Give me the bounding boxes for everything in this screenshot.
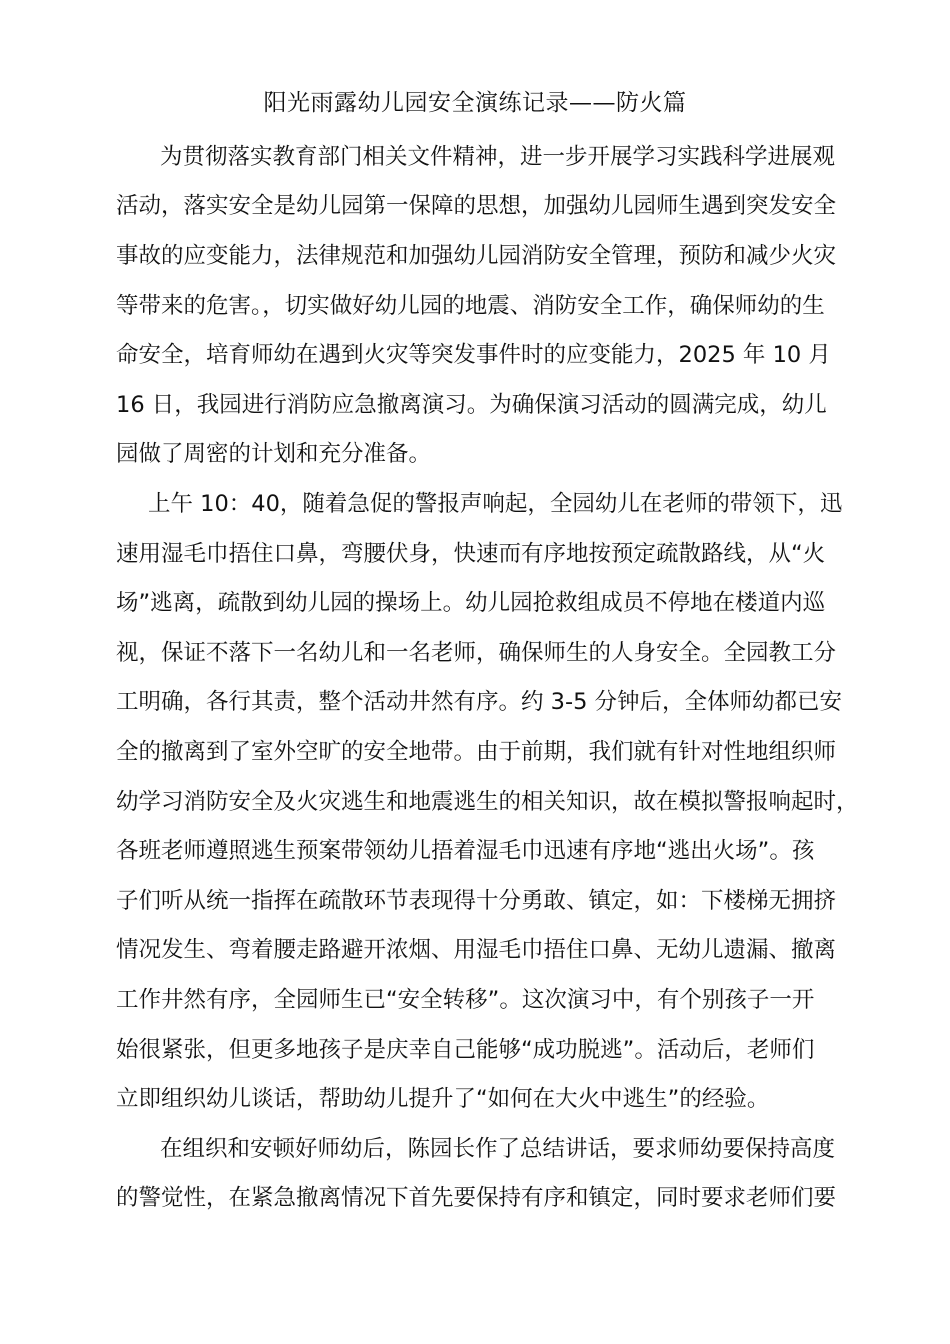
paragraph-2-line-10: 情况发生、弯着腰走路避开浓烟、用湿毛巾捂住口鼻、无幼儿遗漏、撤离 [116, 937, 837, 963]
paragraph-2-line-11: 工作井然有序，全园师生已“安全转移”。这次演习中，有个别孩子一开 [116, 987, 815, 1013]
paragraph-1-line-6: 16 日，我园进行消防应急撤离演习。为确保演习活动的圆满完成，幼儿 [116, 392, 827, 418]
paragraph-2-line-6: 全的撤离到了室外空旷的安全地带。由于前期，我们就有针对性地组织师 [116, 739, 837, 765]
paragraph-2-line-9: 子们听从统一指挥在疏散环节表现得十分勇敢、镇定，如：下楼梯无拥挤 [116, 888, 837, 914]
paragraph-2-line-12: 始很紧张，但更多地孩子是庆幸自己能够“成功脱逃”。活动后，老师们 [116, 1037, 815, 1063]
paragraph-1-line-5: 命安全，培育师幼在遇到火灾等突发事件时的应变能力，2025 年 10 月 [116, 342, 831, 368]
paragraph-1-line-1: 为贯彻落实教育部门相关文件精神，进一步开展学习实践科学进展观 [160, 144, 836, 170]
paragraph-2-line-1: 上午 10：40，随着急促的警报声响起，全园幼儿在老师的带领下，迅 [148, 491, 843, 517]
paragraph-2-line-5: 工明确，各行其责，整个活动井然有序。约 3-5 分钟后，全体师幼都已安 [116, 689, 843, 715]
paragraph-3-line-1: 在组织和安顿好师幼后，陈园长作了总结讲话，要求师幼要保持高度 [160, 1136, 836, 1162]
document-title: 阳光雨露幼儿园安全演练记录——防火篇 [263, 90, 687, 116]
paragraph-2-line-8: 各班老师遵照逃生预案带领幼儿捂着湿毛巾迅速有序地“逃出火场”。孩 [116, 838, 815, 864]
paragraph-1-line-3: 事故的应变能力，法律规范和加强幼儿园消防安全管理，预防和减少火灾 [116, 243, 837, 269]
paragraph-3-line-2: 的警觉性，在紧急撤离情况下首先要保持有序和镇定，同时要求老师们要 [116, 1185, 837, 1211]
paragraph-1-line-7: 园做了周密的计划和充分准备。 [116, 441, 432, 467]
paragraph-2-line-4: 视，保证不落下一名幼儿和一名老师，确保师生的人身安全。全园教工分 [116, 640, 837, 666]
paragraph-2-line-7: 幼学习消防安全及火灾逃生和地震逃生的相关知识，故在模拟警报响起时， [116, 789, 859, 815]
paragraph-2-line-13: 立即组织幼儿谈话，帮助幼儿提升了“如何在大火中逃生”的经验。 [116, 1086, 770, 1112]
paragraph-2-line-2: 速用湿毛巾捂住口鼻，弯腰伏身，快速而有序地按预定疏散路线，从“火 [116, 541, 826, 567]
paragraph-2-line-3: 场”逃离，疏散到幼儿园的操场上。幼儿园抢救组成员不停地在楼道内巡 [116, 590, 826, 616]
paragraph-1-line-2: 活动，落实安全是幼儿园第一保障的思想，加强幼儿园师生遇到突发安全 [116, 193, 837, 219]
paragraph-1-line-4: 等带来的危害。，切实做好幼儿园的地震、消防安全工作，确保师幼的生 [116, 293, 825, 319]
